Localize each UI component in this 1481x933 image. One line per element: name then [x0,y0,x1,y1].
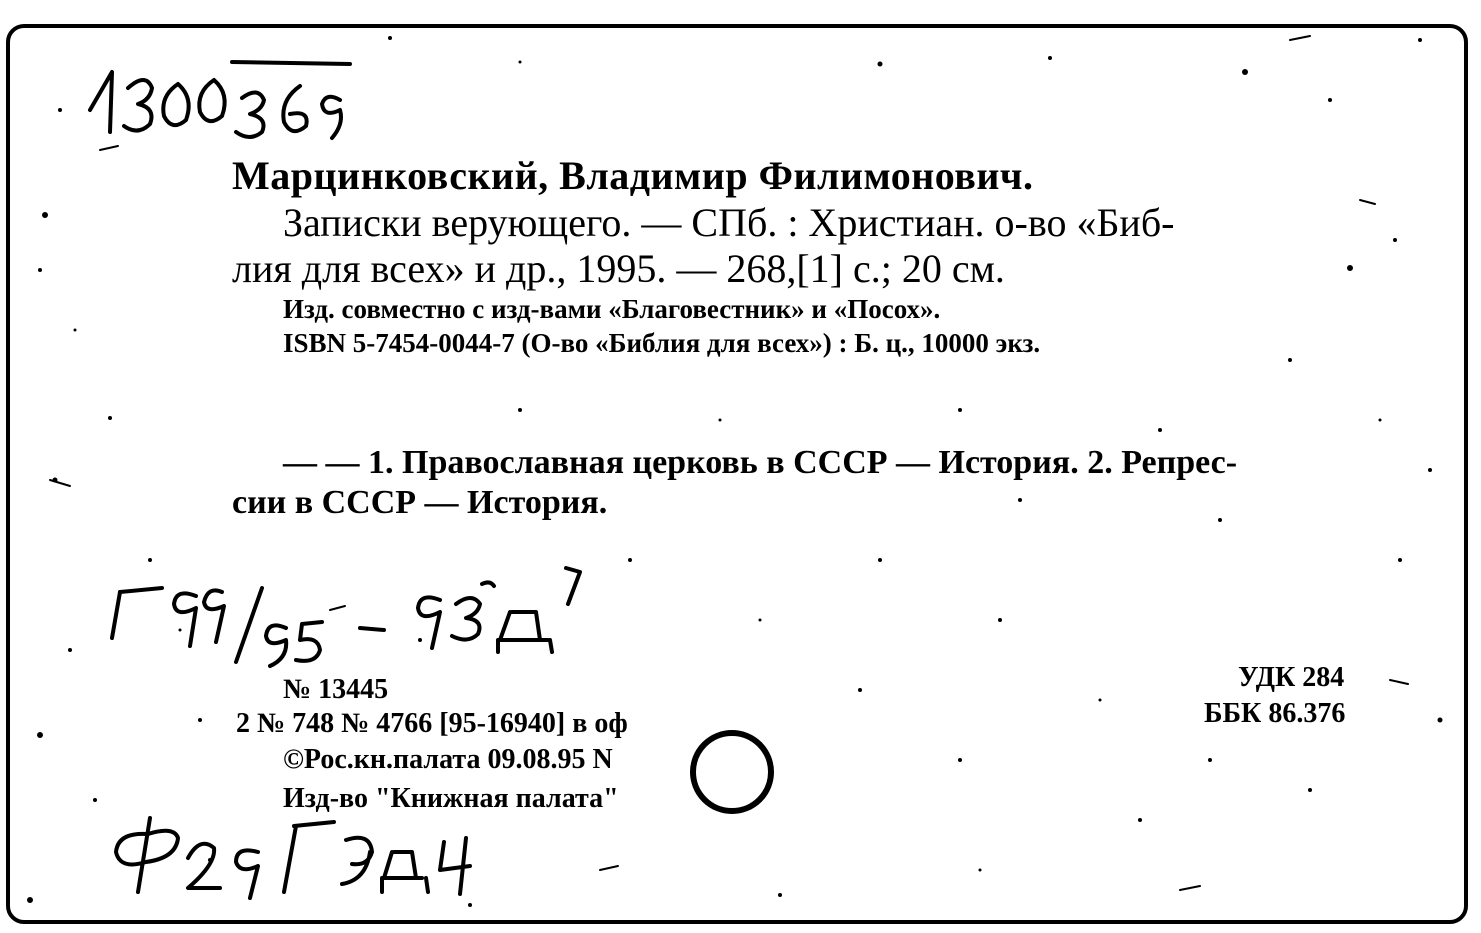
author-heading: Марцинковский, Владимир Филимонович. [232,153,1034,198]
handwritten-shelf-mark [112,568,580,666]
publisher-line: Изд-во "Книжная палата" [283,783,619,814]
title-line-2: лия для всех» и др., 1995. — 268,[1] с.; 20 см. [232,246,1005,291]
copyright-line: ©Рос.кн.палата 09.08.95 N [283,744,613,775]
circle-stamp-mark [690,730,774,814]
registry-number: № 13445 [283,674,389,705]
handwritten-inventory-number [90,62,350,138]
handwritten-footer-code [116,818,470,898]
subject-headings-line-1: — — 1. Православная церковь в СССР — История. 2. Репрес- [283,444,1238,481]
title-line-1: Записки верующего. — СПб. : Христиан. о-во «Биб- [283,200,1175,245]
isbn-line: ISBN 5-7454-0044-7 (О-во «Библия для всех») : Б. ц., 10000 экз. [283,328,1041,358]
publication-note: Изд. совместно с изд-вами «Благовестник» и «Посох». [283,294,941,324]
udk-code: УДК 284 [1238,662,1345,693]
print-run-line: 2 № 748 № 4766 [95-16940] в оф [236,708,628,739]
subject-headings-line-2: сии в СССР — История. [232,484,608,521]
bbk-code: ББК 86.376 [1204,698,1346,729]
